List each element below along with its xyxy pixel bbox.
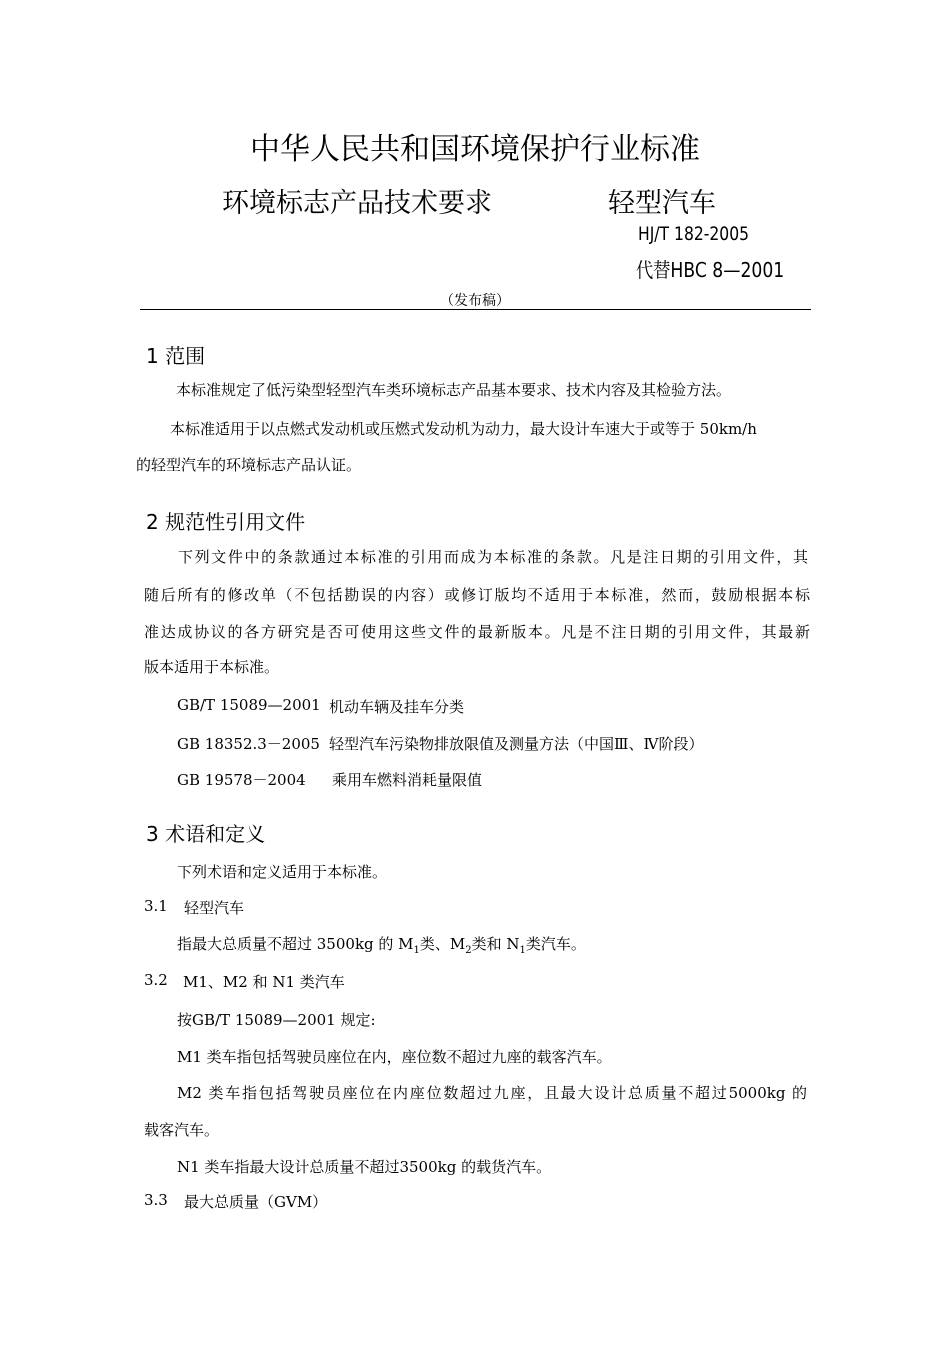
section-3-intro: 下列术语和定义适用于本标准。 [177, 863, 388, 881]
section-2-para-line-2: 随后所有的修改单（不包括勘误的内容）或修订版均不适用于本标准，然而，鼓励根据本标 [144, 586, 810, 604]
section-1-para-2-line-2: 的轻型汽车的环境标志产品认证。 [136, 456, 362, 474]
section-2-para-line-1: 下列文件中的条款通过本标准的引用而成为本标准的条款。凡是注日期的引用文件，其 [178, 548, 808, 566]
term-3-1-definition [177, 933, 586, 956]
ref-1-title: 机动车辆及挂车分类 [329, 698, 465, 716]
ref-2-code: GB 18352.3－2005 [177, 735, 320, 753]
term-3-2-number: 3.2 [144, 971, 168, 989]
term-3-2-m2-line-1: M2 类车指包括驾驶员座位在内座位数超过九座，且最大设计总质量不超过5000kg 的 [177, 1084, 807, 1102]
section-2-para-line-4: 版本适用于本标准。 [144, 658, 280, 676]
ref-1-code: GB/T 15089—2001 [177, 696, 321, 714]
term-3-1-title: 轻型汽车 [184, 899, 245, 917]
doc-title-sub: 轻型汽车 [608, 188, 716, 219]
standard-number: HJ/T 182-2005 [638, 223, 750, 245]
term-3-2-title: M1、M2 和 N1 类汽车 [183, 973, 345, 991]
term-3-1-def-b: 类、M [419, 935, 466, 953]
header-divider [140, 309, 811, 310]
section-1-para-1: 本标准规定了低污染型轻型汽车类环境标志产品基本要求、技术内容及其检验方法。 [176, 381, 732, 399]
section-2-heading: 2 规范性引用文件 [146, 510, 306, 534]
section-1-para-2-line-1: 本标准适用于以点燃式发动机或压燃式发动机为动力，最大设计车速大于或等于 50km/h [170, 420, 757, 438]
term-3-1-def-a: 指最大总质量不超过 3500kg 的 M [177, 935, 414, 953]
ref-2-title: 轻型汽车污染物排放限值及测量方法（中国Ⅲ、Ⅳ阶段） [329, 735, 704, 753]
term-3-1-def-d: 类汽车。 [525, 935, 586, 953]
term-3-1-sub-3: 1 [519, 945, 526, 956]
ref-3-title: 乘用车燃料消耗量限值 [332, 771, 483, 789]
term-3-2-m1: M1 类车指包括驾驶员座位在内，座位数不超过九座的载客汽车。 [177, 1048, 612, 1066]
release-note: （发布稿） [440, 293, 510, 309]
org-title: 中华人民共和国环境保护行业标准 [250, 132, 700, 167]
term-3-1-number: 3.1 [144, 897, 168, 915]
term-3-3-number: 3.3 [144, 1191, 168, 1209]
section-3-heading: 3 术语和定义 [146, 822, 266, 846]
ref-3-code: GB 19578－2004 [177, 771, 306, 789]
term-3-2-n1: N1 类车指最大设计总质量不超过3500kg 的载货汽车。 [177, 1158, 552, 1176]
doc-title-main: 环境标志产品技术要求 [222, 188, 492, 219]
term-3-3-title: 最大总质量（GVM） [184, 1193, 328, 1211]
term-3-1-def-c: 类和 N [471, 935, 520, 953]
term-3-2-m2-line-2: 载客汽车。 [144, 1121, 220, 1139]
replaces-standard: 代替HBC 8—2001 [636, 258, 785, 282]
section-1-heading: 1 范围 [146, 344, 206, 368]
term-3-2-intro: 按GB/T 15089—2001 规定: [177, 1011, 376, 1029]
term-3-1-sub-1: 1 [413, 945, 420, 956]
term-3-1-sub-2: 2 [465, 945, 472, 956]
section-2-para-line-3: 准达成协议的各方研究是否可使用这些文件的最新版本。凡是不注日期的引用文件，其最新 [144, 623, 810, 641]
